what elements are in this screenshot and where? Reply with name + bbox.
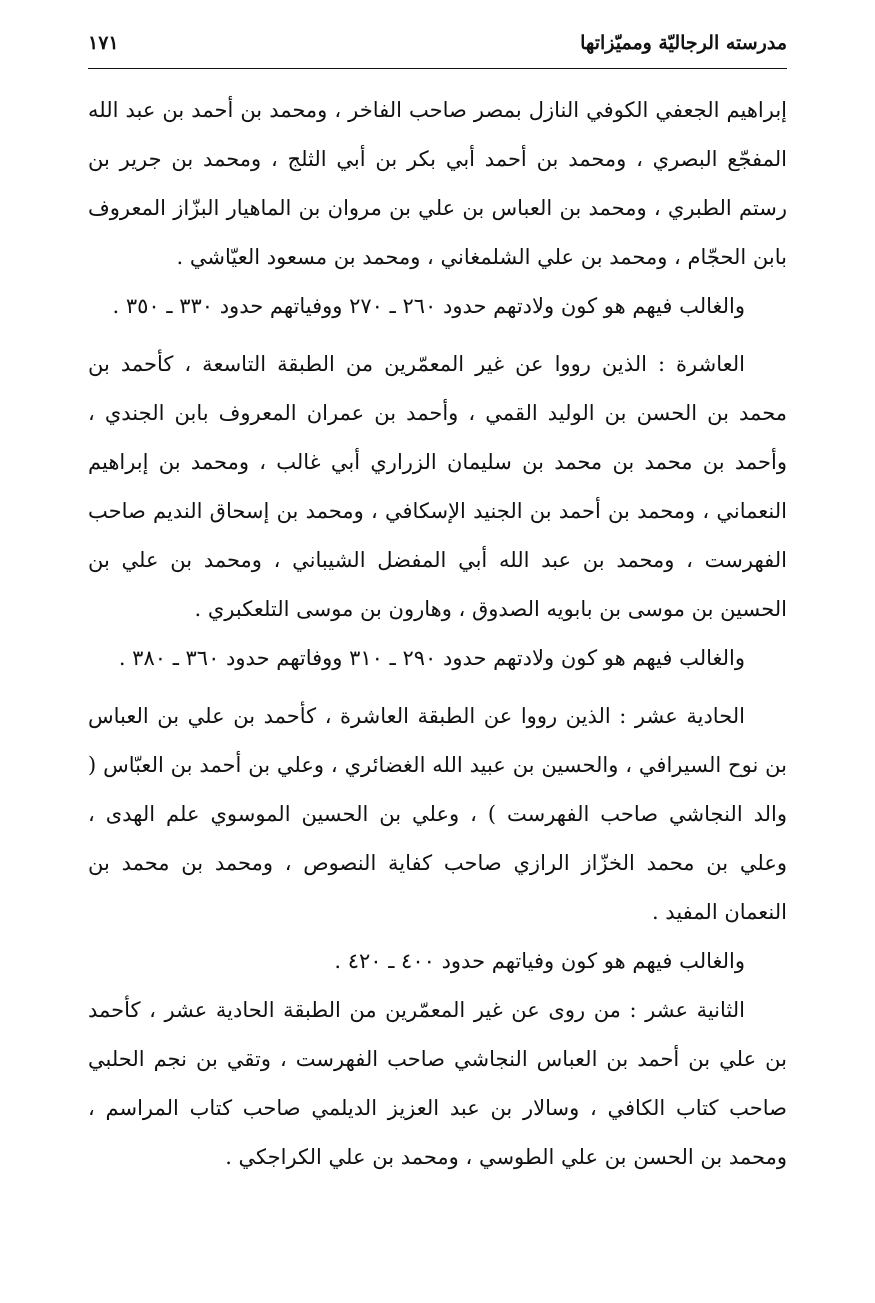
paragraph-tenth-class: العاشرة : الذين رووا عن غير المعمّرين من الطبقة التاسعة ، كأحمد بن محمد بن الحسن بن الوليد القمي ، وأحمد بن عمران المعروف بابن الجندي ، وأحمد بن محمد بن محمد بن سليمان الزراري أبي غالب ، ومحمد بن إبراهيم النعماني ، ومحمد بن أحمد بن الجنيد الإسكافي ، ومحمد بن إسحاق النديم صاحب الفهرست ، ومحمد بن عبد الله أبي المفضل الشيباني ، ومحمد بن علي بن الحسين بن موسى بن بابويه الصدوق ، وهارون بن موسى التلعكبري . [88,352,787,621]
paragraph-dates-eleventh: والغالب فيهم هو كون وفياتهم حدود ٤٠٠ ـ ٤٢٠ . [334,949,745,973]
paragraph-twelfth-class: الثانية عشر : من روى عن غير المعمّرين من الطبقة الحادية عشر ، كأحمد بن علي بن أحمد بن العباس النجاشي صاحب الفهرست ، وتقي بن نجم الحلبي صاحب كتاب الكافي ، وسالار بن عبد العزيز الديلمي صاحب كتاب المراسم ، ومحمد بن الحسن بن علي الطوسي ، ومحمد بن علي الكراجكي . [88,998,787,1169]
page-body [88,86,787,1182]
page-number: ١٧١ [88,32,119,54]
paragraph-continuation: إبراهيم الجعفي الكوفي النازل بمصر صاحب الفاخر ، ومحمد بن أحمد بن عبد الله المفجّع البصري ، ومحمد بن أحمد أبي بكر بن أبي الثلج ، ومحمد بن جرير بن رستم الطبري ، ومحمد بن العباس بن علي بن مروان بن الماهيار البزّاز المعروف بابن الحجّام ، ومحمد بن علي الشلمغاني ، ومحمد بن مسعود العيّاشي . [88,98,787,269]
paragraph-dates-ninth: والغالب فيهم هو كون ولادتهم حدود ٢٦٠ ـ ٢٧٠ ووفياتهم حدود ٣٣٠ ـ ٣٥٠ . [112,294,745,318]
paragraph-dates-tenth: والغالب فيهم هو كون ولادتهم حدود ٢٩٠ ـ ٣١٠ ووفاتهم حدود ٣٦٠ ـ ٣٨٠ . [118,646,745,670]
running-title: مدرسته الرجاليّة ومميّزاتها [580,32,787,54]
paragraph-eleventh-class: الحادية عشر : الذين رووا عن الطبقة العاشرة ، كأحمد بن علي بن العباس بن نوح السيرافي ، والحسين بن عبيد الله الغضائري ، وعلي بن أحمد بن العبّاس ( والد النجاشي صاحب الفهرست ) ، وعلي بن الحسين الموسوي علم الهدى ، وعلي بن محمد الخزّاز الرازي صاحب كفاية النصوص ، ومحمد بن محمد بن النعمان المفيد . [88,704,787,924]
page-header [88,28,787,69]
